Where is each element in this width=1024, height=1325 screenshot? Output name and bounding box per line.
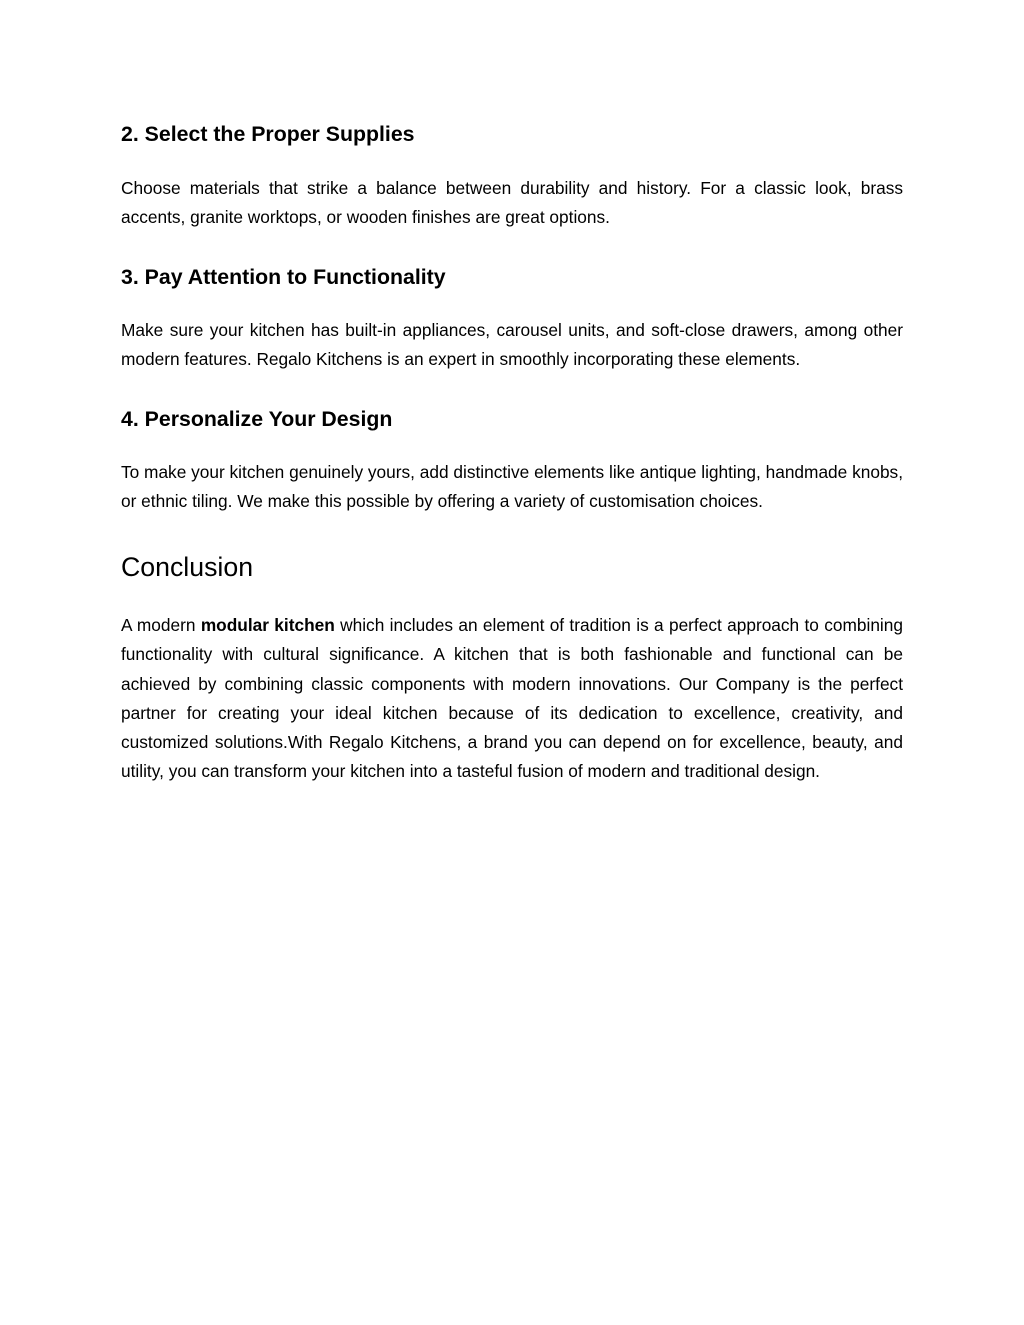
section-heading-personalize: 4. Personalize Your Design (121, 407, 393, 431)
conclusion-body-rest: which includes an element of tradition is a perfect approach to combining functionality with cultural significance. A kitchen that is both fashionable and functional can be achieved by combining classic components with modern innovations. Our Company is the perfect partner for creating your ideal kitchen because of its dedication to excellence, creativity, and customized solutions.With Regalo Kitchens, a brand you can depend on for excellence, beauty, and utility, you can transform your kitchen into a tasteful fusion of modern and traditional design. (121, 615, 903, 782)
section-heading-functionality: 3. Pay Attention to Functionality (121, 265, 446, 289)
section-body-supplies: Choose materials that strike a balance between durability and history. For a classic look, brass accents, granite worktops, or wooden finishes are great options. (121, 178, 903, 228)
conclusion-body (121, 611, 903, 787)
section-body-functionality: Make sure your kitchen has built-in appliances, carousel units, and soft-close drawers, among other modern features. Regalo Kitchens is an expert in smoothly incorporating these elements. (121, 320, 903, 370)
section-heading-supplies: 2. Select the Proper Supplies (121, 122, 415, 146)
conclusion-heading: Conclusion (121, 552, 254, 582)
section-body-personalize: To make your kitchen genuinely yours, add distinctive elements like antique lighting, handmade knobs, or ethnic tiling. We make this possible by offering a variety of customisation choices. (121, 462, 903, 512)
conclusion-body-intro: A modern (121, 615, 201, 635)
conclusion-keyword: modular kitchen (200, 615, 335, 635)
